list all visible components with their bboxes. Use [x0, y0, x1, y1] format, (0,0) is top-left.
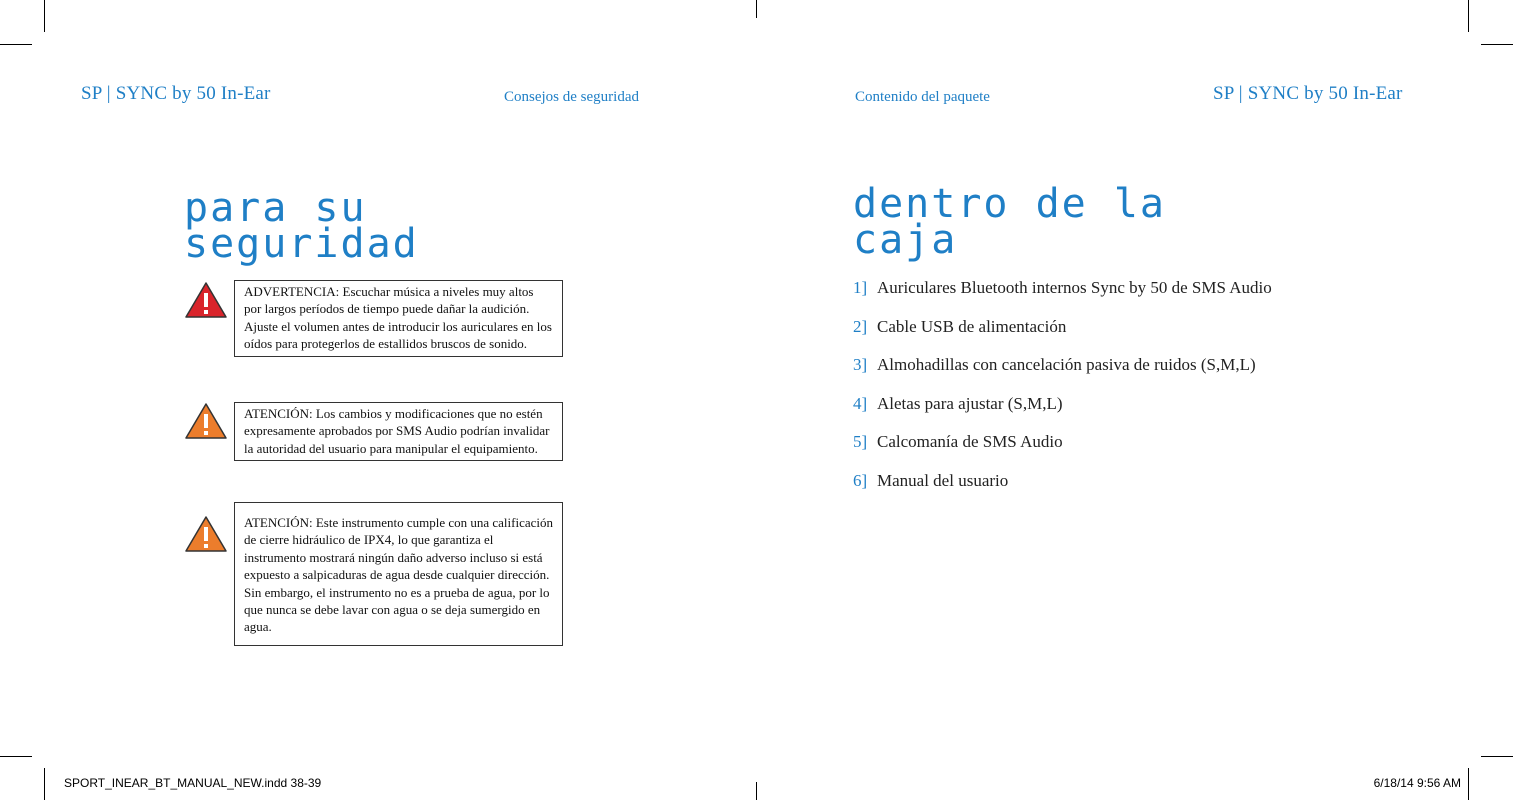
item-number: 5]: [853, 432, 868, 451]
list-item: [853, 470, 1272, 509]
title-line-1: para su: [184, 185, 367, 231]
brand-header: SP | SYNC by 50 In-Ear: [1213, 83, 1403, 104]
title-line-1: dentro de la: [853, 181, 1166, 227]
list-item: [853, 354, 1272, 393]
item-text: Auriculares Bluetooth internos Sync by 50 de SMS Audio: [877, 278, 1272, 297]
item-number: 4]: [853, 393, 868, 413]
package-contents-list: [853, 277, 1272, 508]
warning-orange-icon: [184, 515, 228, 553]
item-text: Manual del usuario: [877, 470, 1009, 490]
warning-red-icon: [184, 281, 228, 319]
slug-datetime: 6/18/14 9:56 AM: [1373, 776, 1461, 790]
list-item: [853, 431, 1272, 470]
crop-mark: [756, 0, 757, 18]
caution-box: ATENCIÓN: Los cambios y modificaciones que no estén expresamente aprobados por SMS Audio podrían invalidar la autoridad del usuario para manipular el equipamiento.: [234, 402, 563, 461]
page-title: [184, 185, 419, 267]
crop-mark: [1481, 44, 1513, 45]
brand-header: SP | SYNC by 50 In-Ear: [81, 83, 271, 104]
list-item: [853, 316, 1272, 355]
crop-mark: [1481, 756, 1513, 757]
crop-mark: [756, 782, 757, 800]
title-line-2: seguridad: [184, 221, 419, 267]
slug-filename: SPORT_INEAR_BT_MANUAL_NEW.indd 38-39: [64, 776, 322, 790]
page-title: [853, 181, 1166, 263]
item-text: Almohadillas con cancelación pasiva de ruidos (S,M,L): [877, 355, 1256, 374]
crop-mark: [1468, 768, 1469, 800]
section-header: Consejos de seguridad: [504, 89, 639, 105]
list-item: [853, 393, 1272, 432]
item-number: 6]: [853, 470, 868, 490]
item-number: 2]: [853, 316, 868, 336]
list-item: [853, 277, 1272, 316]
caution-box: ATENCIÓN: Este instrumento cumple con una calificación de cierre hidráulico de IPX4, lo que garantiza el instrumento mostrará ningún daño adverso incluso si está expuesto a salpicaduras de agua desde cualquier dirección. Sin embargo, el instrumento no es a prueba de agua, por lo que nunca se debe lavar con agua o se deja sumergido en agua.: [234, 502, 563, 646]
crop-mark: [44, 0, 45, 32]
item-number: 1]: [853, 278, 868, 297]
item-text: Cable USB de alimentación: [877, 316, 1067, 336]
crop-mark: [1468, 0, 1469, 32]
item-text: Aletas para ajustar (S,M,L): [877, 393, 1063, 413]
crop-mark: [0, 44, 32, 45]
crop-mark: [0, 756, 32, 757]
section-header: Contenido del paquete: [855, 89, 990, 105]
warning-orange-icon: [184, 402, 228, 440]
warning-box: ADVERTENCIA: Escuchar música a niveles muy altos por largos períodos de tiempo puede dañar la audición. Ajuste el volumen antes de introducir los auriculares en los oídos para protegerlos de estallidos bruscos de sonido.: [234, 280, 563, 357]
item-text: Calcomanía de SMS Audio: [877, 432, 1063, 451]
title-line-2: caja: [853, 217, 958, 263]
crop-mark: [44, 768, 45, 800]
item-number: 3]: [853, 355, 868, 374]
